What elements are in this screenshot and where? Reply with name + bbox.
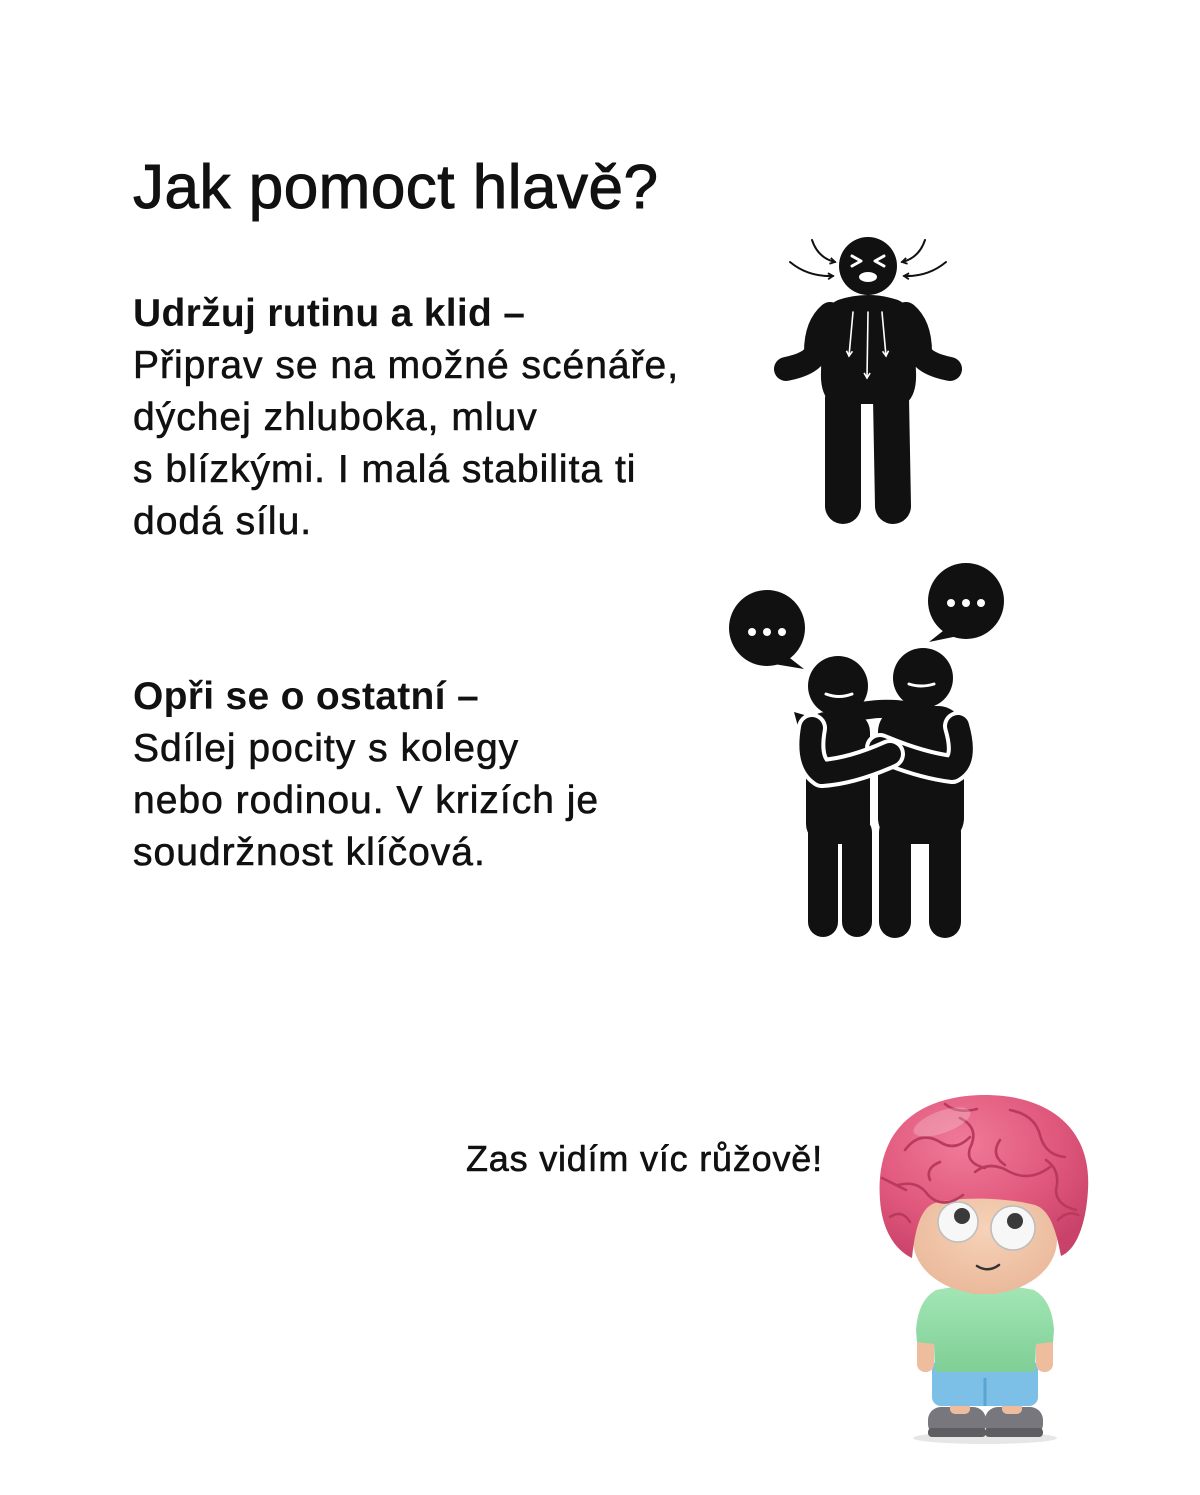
- stressed-person-icon: [786, 237, 950, 506]
- tip-line: dýchej zhluboka, mluv: [133, 396, 538, 439]
- crossed-arms: [810, 726, 961, 773]
- squinting-face: [852, 256, 884, 266]
- shoes: [928, 1407, 1043, 1437]
- ground-shadow: [913, 1432, 1057, 1444]
- brain-hair: [880, 1095, 1089, 1258]
- tip-heading: Udržuj rutinu a klid –: [133, 292, 526, 335]
- tension-arrows: [849, 312, 886, 378]
- tip-line: soudržnost klíčová.: [133, 831, 486, 874]
- legs: [895, 832, 945, 922]
- arm-around-shoulders: [842, 709, 916, 716]
- tip-line: nebo rodinou. V krizích je: [133, 779, 600, 822]
- speech-bubble-right: [928, 563, 1004, 642]
- smile: [909, 684, 934, 686]
- pressure-arrows: [790, 240, 946, 276]
- brain-character-icon: [880, 1095, 1089, 1444]
- face: [913, 1186, 1057, 1294]
- legs: [950, 1396, 1022, 1414]
- neck: [970, 1280, 1000, 1294]
- shorts: [932, 1360, 1038, 1406]
- page-title: Jak pomoct hlavě?: [133, 153, 659, 222]
- legs: [843, 398, 893, 506]
- eyes: [938, 1202, 1035, 1250]
- torso: [878, 706, 964, 844]
- arms: [917, 1334, 1053, 1372]
- tip-line: dodá sílu.: [133, 500, 313, 543]
- tip-support: [133, 671, 599, 879]
- speech-bubble-left: [729, 590, 805, 669]
- brain-folds: [882, 1104, 1078, 1222]
- tip-routine: [133, 288, 679, 548]
- head: [893, 648, 953, 708]
- tip-heading: Opři se o ostatní –: [133, 675, 479, 718]
- head: [808, 656, 868, 716]
- person-right: [878, 648, 964, 922]
- shirt: [916, 1285, 1054, 1372]
- brain-highlight: [910, 1101, 974, 1142]
- legs: [823, 832, 857, 922]
- hugging-people-icon: [729, 563, 1004, 922]
- tip-line: Sdílej pocity s kolegy: [133, 727, 520, 770]
- head: [839, 237, 897, 295]
- open-mouth: [859, 272, 877, 282]
- arms: [786, 314, 950, 369]
- torso: [821, 295, 916, 404]
- character-caption: Zas vidím víc růžově!: [466, 1138, 823, 1179]
- smile: [826, 694, 852, 697]
- arm-behind: [794, 712, 808, 734]
- tip-line: s blízkými. I malá stabilita ti: [133, 448, 637, 491]
- tip-line: Připrav se na možné scénáře,: [133, 344, 680, 387]
- person-left: [794, 656, 870, 922]
- smile: [977, 1265, 999, 1269]
- torso: [806, 712, 870, 844]
